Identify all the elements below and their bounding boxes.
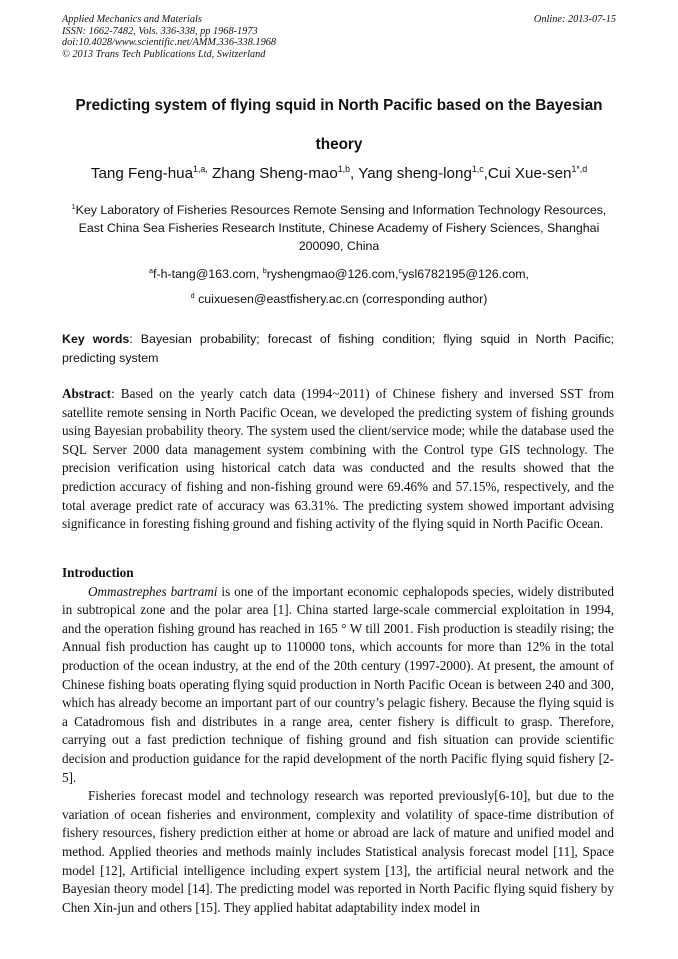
author-name: Zhang Sheng-mao <box>211 165 338 182</box>
abstract <box>62 385 614 534</box>
author-affil-mark: 1,a, <box>193 163 208 174</box>
keywords-text: : Bayesian probability; forecast of fishing condition; flying squid in North Pacific; predicting system <box>62 332 614 365</box>
email-a[interactable]: f-h-tang@163.com, <box>153 267 263 281</box>
email-b[interactable]: ryshengmao@126.com, <box>266 267 399 281</box>
author-affil-mark: 1,c <box>471 163 484 174</box>
keywords <box>62 330 614 367</box>
author-affil-mark: 1,b <box>337 163 351 174</box>
title-line-1: Predicting system of flying squid in North Pacific based on the Bayesian <box>75 97 603 114</box>
introduction-heading: Introduction <box>62 565 134 580</box>
email-line-1: $^a$f-h-tang@163.com, $^b$ryshengmao@126.com,$^c$ysl6782195@126.com, <box>149 265 529 281</box>
affiliation-line-3: 200090, China <box>298 239 380 254</box>
online-date: Online: 2013-07-15 <box>533 14 616 25</box>
affiliation <box>56 201 622 256</box>
journal-header <box>62 14 616 60</box>
species-name: Ommastrephes bartrami <box>88 583 218 599</box>
email-c[interactable]: ysl6782195@126.com, <box>402 267 529 281</box>
journal-issn: ISSN: 1662-7482, Vols. 336-338, pp 1968-1973 <box>62 25 258 37</box>
keywords-label: Key words <box>62 332 130 346</box>
affiliation-line-2: East China Sea Fisheries Research Institute, Chinese Academy of Fishery Sciences, Shanghai <box>78 221 600 236</box>
author-separator: , <box>350 165 359 182</box>
paper-title <box>56 86 622 164</box>
title-line-2: theory <box>315 136 363 153</box>
email-d[interactable]: cuixuesen@eastfishery.ac.cn (corresponding author) <box>194 292 488 306</box>
introduction-paragraph-1: Ommastrephes bartrami is one of the important economic cephalopods species, widely distributed in subtropical zone and the polar area [1]. China started large-scale commercial exploitation in 1994, and the operation fishing ground has reached in 165 ° W till 2001. Fish production is steadily rising; the Annual fish production has caught up to 110000 tons, which accounts for more than 12% in the total production of the ocean industry, at the end of the 20th century (1997-2000). At present, the amount of Chinese fishing boats operating flying squid production in North Pacific Ocean is between 240 and 300, which has already become an important part of our country’s pelagic fishery. Because the flying squid is a Catadromous fish and distributes in a range area, center fishery is difficult to grasp. Therefore, carrying out a fast prediction technique of fishing ground and fish situation can provide scientific decision and production guidance for the rapid development of the north Pacific flying squid fishery [2-5]. <box>62 583 614 785</box>
author-affil-mark: 1*,d <box>571 163 588 174</box>
introduction-paragraph-2: Fisheries forecast model and technology research was reported previously[6-10], but due to the variation of ocean fisheries and environment, complexity and volatility of space-time distribution of fishery resources, fishery prediction either at home or abroad are lack of mature and unified model and method. Applied theories and methods mainly includes Statistical analysis forecast model [11], Space model [12], Artificial intelligence including expert system [13], the artificial neural network and the Bayesian theory model [14]. The predicting model was reported in North Pacific flying squid fishery by Chen Xin-jun and others [15]. They applied habitat adaptability index model in <box>62 788 614 915</box>
email-line-2: $^d$ cuixuesen@eastfishery.ac.cn (corresponding author) <box>190 290 488 306</box>
abstract-label: Abstract <box>62 386 112 401</box>
author-list <box>56 165 622 182</box>
author-name: Yang sheng-long <box>358 165 472 182</box>
introduction-section <box>62 564 614 917</box>
journal-name: Applied Mechanics and Materials <box>62 14 202 25</box>
author-name: Cui Xue-sen <box>487 165 572 182</box>
journal-doi[interactable]: doi:10.4028/www.scientific.net/AMM.336-338.1968 <box>62 37 277 49</box>
abstract-text: : Based on the yearly catch data (1994~2011) of Chinese fishery and inversed SST from satellite remote sensing in North Pacific Ocean, we developed the predicting system of fishing grounds using Bayesian probability theory. The system used the client/service mode; while the database used the SQL Server 2000 data management system combining with the Control type GIS technology. The precision verification using historical catch data was conducted and the results showed that the prediction accuracy of fishing and non-fishing ground were 69.46% and 57.15%, respectively, and the total average predict rate of accuracy was 63.31%. The predicting system showed important advising significance in foresting fishing ground and fishing activity of the flying squid in North Pacific Ocean. <box>62 386 614 532</box>
author-emails <box>56 262 622 312</box>
affiliation-line-1: Key Laboratory of Fisheries Resources Remote Sensing and Information Technology Resources, <box>75 203 607 217</box>
journal-copyright: © 2013 Trans Tech Publications Ltd, Switzerland <box>62 48 266 60</box>
affiliation-mark: 1 <box>71 201 76 211</box>
author-name: Tang Feng-hua <box>90 165 194 182</box>
author-separator: , <box>483 165 488 182</box>
